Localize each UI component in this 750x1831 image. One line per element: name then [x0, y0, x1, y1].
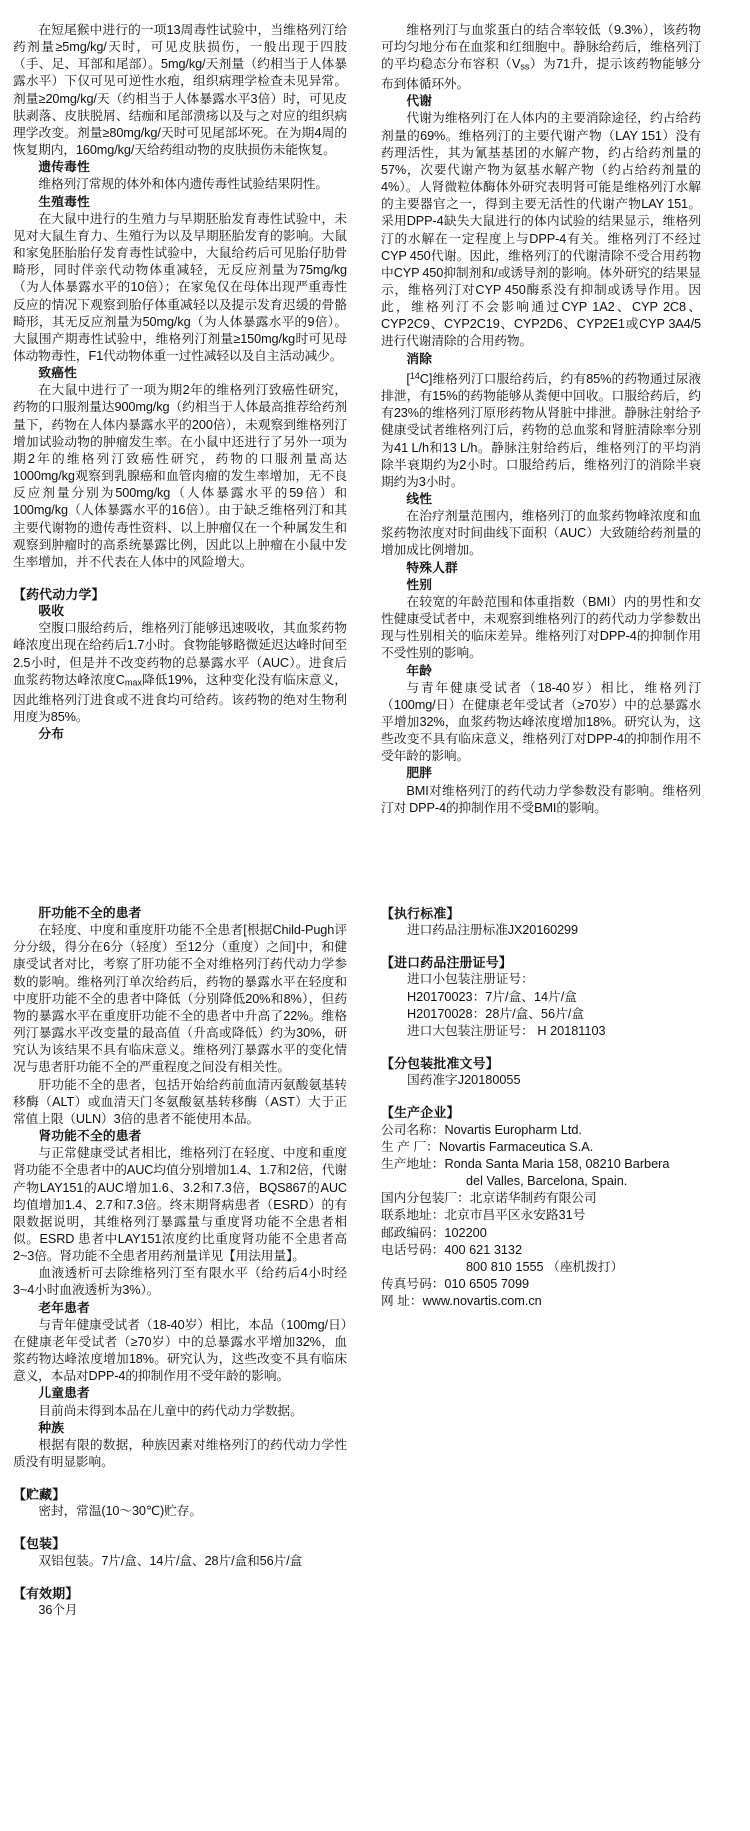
heading-metabolism: 代谢: [406, 94, 433, 109]
paragraph-hepatic-contraindication: 肝功能不全的患者，包括开始给药前血清丙氨酸氨基转移酶（ALT）或血清天门冬氨酸氨基转移酶（AST）大于正常值上限（ULN）3倍的患者不能使用本品。: [13, 1077, 347, 1126]
heading-race: 种族: [38, 1420, 65, 1435]
manufacturer-address-label: 生产地址：: [381, 1156, 445, 1171]
paragraph-pediatric-patients: 目前尚未得到本品在儿童中的药代动力学数据。: [38, 1403, 303, 1418]
paragraph-hepatic-impairment: 在轻度、中度和重度肝功能不全患者[根据Child-Pugh评分分级，得分在6分（轻度）至12分（重度）之间]中，和健康受试者对比，考察了肝功能不全对维格列汀药代动力学参数的影响。维格列汀单次给药后，药物的暴露水平在轻度和中度肝功能不全的患者中降低（分别降低20%和8%），但药物的暴露水平在重度肝功能不全的患者中升高了22%。维格列汀暴露水平改变量的最高值（升高或降低）约为30%，研究认为该结果不具有临床意义。维格列汀暴露水平的变化情况与患者肝功能不全的严重程度之间没有相关性。: [13, 923, 347, 1075]
paragraph-age: 与青年健康受试者（18-40岁）相比，维格列汀（100mg/日）在健康老年受试者（≥70岁）中的总暴露水平增加32%，血浆药物达峰浓度增加18%。研究认为，这些改变不具有临床意义，维格列汀对DPP-4的抑制作用不受年龄的影响。: [381, 680, 701, 764]
paragraph-race: 根据有限的数据，种族因素对维格列汀的药代动力学性质没有明显影响。: [13, 1437, 347, 1469]
page-bottom: [0, 905, 750, 1831]
heading-genotoxicity: 遗传毒性: [38, 160, 90, 175]
section-heading-manufacturer: 【生产企业】: [381, 1105, 460, 1121]
heading-renal-impairment: 肾功能不全的患者: [38, 1129, 142, 1144]
heading-elimination: 消除: [406, 351, 433, 366]
paragraph-renal-impairment: 与正常健康受试者相比，维格列汀在轻度、中度和重度肾功能不全患者中的AUC均值分别增加1.4、1.7和2倍，代谢产物LAY151的AUC增加1.6、3.2和7.3倍，BQS867的AUC均值增加1.4、2.7和7.3倍。终末期肾病患者（ESRD）的有限数据说明，其维格列汀暴露量与重度肾功能不全患者相似。ESRD 患者中LAY151浓度约比重度肾功能不全患者高2~3倍。肾功能不全患者用药剂量详见【用法用量】。: [13, 1146, 347, 1264]
manufacturer-address-row: [381, 1156, 701, 1173]
manufacturer-company-label: 公司名称：: [381, 1122, 445, 1137]
manufacturer-plant-row: [381, 1139, 701, 1156]
value-repack-approval: 国药准字J20180055: [407, 1073, 521, 1088]
page-top-right-column: [357, 22, 701, 817]
paragraph-linearity: 在治疗剂量范围内，维格列汀的血浆药物峰浓度和血浆药物浓度对时间曲线下面积（AUC）大致随给药剂量的增加成比例增加。: [381, 509, 701, 558]
section-heading-pharmacokinetics: 【药代动力学】: [13, 587, 105, 602]
paragraph-shelf-life: 36个月: [38, 1602, 78, 1617]
paragraph-absorption: 空腹口服给药后，维格列汀能够迅速吸收，其血浆药物峰浓度出现在给药后1.7小时。食物能够略微延迟达峰时间至2.5小时，但是并不改变药物的总暴露水平（AUC）。进食后血浆药物达峰浓度$C_{max}$降低19%，这种变化没有临床意义，因此维格列汀进食或不进食均可给药。该药物的绝对生物利用度为85%。: [13, 621, 347, 724]
paragraph-obesity: BMI对维格列汀的药代动力学参数没有影响。维格列汀对 DPP-4的抑制作用不受BMI的影响。: [381, 783, 701, 815]
paragraph-monkey-toxicity: 在短尾猴中进行的一项13周毒性试验中，当维格列汀给药剂量≥5mg/kg/天时，可见皮肤损伤，一般出现于四肢（手、足、耳部和尾部）。5mg/kg/天剂量（约相当于人体暴露水平）下仅可见可逆性水疱，组织病理学检查未见异常。剂量≥20mg/kg/天（约相当于人体暴露水平3倍）时，可见皮肤剥落、皮肤脱屑、结痂和尾部溃疡以及与之对应的组织病理学改变。剂量≥80mg/kg/天时可见尾部坏死。在为期4周的恢复期内，160mg/kg/天给药组动物的皮肤损伤未能恢复。: [13, 23, 347, 158]
heading-carcinogenicity: 致癌性: [38, 366, 78, 381]
heading-reproductive-toxicity: 生殖毒性: [38, 194, 90, 209]
domestic-repacker-line: 国内分包装厂：北京诺华制药有限公司: [381, 1191, 597, 1206]
heading-hepatic-impairment: 肝功能不全的患者: [38, 906, 142, 920]
heading-special-populations: 特殊人群: [406, 560, 458, 575]
fax-line: 传真号码：010 6505 7099: [381, 1276, 530, 1291]
postal-code-line: 邮政编码：102200: [381, 1225, 487, 1240]
page-bottom-right-column: [357, 905, 701, 1310]
paragraph-packaging: 双铝包装。7片/盒、14片/盒、28片/盒和56片/盒: [38, 1553, 303, 1568]
heading-distribution: 分布: [38, 726, 65, 741]
manufacturer-plant-label: 生 产 厂：: [381, 1139, 439, 1154]
heading-linearity: 线性: [406, 491, 433, 506]
contact-address-line: 联系地址：北京市昌平区永安路31号: [381, 1208, 586, 1223]
heading-obesity: 肥胖: [406, 766, 433, 781]
manufacturer-address-continuation: del Valles, Barcelona, Spain.: [466, 1174, 628, 1189]
paragraph-hemodialysis: 血液透析可去除维格列汀至有限水平（给药后4小时经3~4小时血液透析为3%）。: [13, 1266, 347, 1298]
heading-absorption: 吸收: [38, 604, 65, 619]
page-top: [0, 0, 750, 905]
paragraph-genotoxicity: 维格列汀常规的体外和体内遗传毒性试验结果阴性。: [38, 177, 328, 192]
paragraph-elderly-patients: 与青年健康受试者（18-40岁）相比，本品（100mg/日）在健康老年受试者（≥70岁）中的总暴露水平增加32%，血浆药物达峰浓度增加18%。研究认为，这些改变不具有临床意义，本品对DPP-4的抑制作用不受年龄的影响。: [13, 1317, 347, 1384]
paragraph-gender: 在较宽的年龄范围和体重指数（BMI）内的男性和女性健康受试者中，未观察到维格列汀的药代动力学参数出现与性别相关的临床差异。维格列汀对DPP-4的抑制作用不受性别的影响。: [381, 594, 701, 661]
import-license-line: 进口小包装注册证号：: [407, 972, 534, 987]
telephone-continuation-line: 800 810 1555 （座机拨打）: [466, 1259, 624, 1274]
paragraph-distribution: 维格列汀与血浆蛋白的结合率较低（9.3%），该药物可均匀地分布在血浆和红细胞中。静脉给药后，维格列汀的平均稳态分布容积$(V_{ss})$为71升，提示该药物能够分布到体循环外。: [381, 23, 701, 92]
section-heading-storage: 【贮藏】: [13, 1487, 66, 1503]
paragraph-carcinogenicity: 在大鼠中进行了一项为期2年的维格列汀致癌性研究，药物的口服剂量达900mg/kg（约相当于人体最高推荐给药剂量下，药物在人体内暴露水平的200倍），未观察到维格列汀增加试验动物的肿瘤发生率。在小鼠中还进行了另外一项为期2年的维格列汀致癌性研究，药物的口服剂量高达1000mg/kg观察到乳腺癌和血管肉瘤的发生率增加，无不良反应剂量分别为500mg/kg（人体暴露水平的59倍）和100mg/kg（人体暴露水平的16倍）。由于缺乏维格列汀和其主要代谢物的遗传毒性资料、以上肿瘤仅在一个种属发生和观察到肿瘤时的高系统暴露比例，因此以上肿瘤在小鼠中发生率增加，并不代表在人体中的风险增大。: [13, 383, 347, 569]
website-line: 网 址：www.novartis.com.cn: [381, 1294, 542, 1309]
manufacturer-company-value: Novartis Europharm Ltd.: [444, 1122, 582, 1137]
manufacturer-address-value: Ronda Santa Maria 158, 08210 Barbera: [444, 1156, 670, 1171]
paragraph-metabolism: 代谢为维格列汀在人体内的主要消除途径，约占给药剂量的69%。维格列汀的主要代谢产物（LAY 151）没有药理活性，其为氰基基团的水解产物，约占给药剂量的57%，次要代谢产物为氨基水解产物（约占给药剂量的4%）。人肾微粒体酶体外研究表明肾可能是维格列汀水解的主要器官之一，得到主要无活性的代谢产物LAY 151。采用DPP-4缺失大鼠进行的体内试验的结果显示，维格列汀的水解在一定程度上与DPP-4有关。维格列汀不经过CYP 450代谢。因此，维格列汀的代谢清除不受合用药物中CYP 450抑制剂和/或诱导剂的影响。体外研究的结果显示，维格列汀对CYP 450酶系没有抑制或诱导作用。因此，维格列汀不会影响通过CYP 1A2、CYP 2C8、CYP2C9、CYP2C19、CYP2D6、CYP2E1或CYP 3A4/5进行代谢清除的合用药物。: [381, 111, 701, 349]
section-heading-standard: 【执行标准】: [381, 906, 460, 921]
section-heading-shelf-life: 【有效期】: [13, 1585, 79, 1601]
import-license-line: 进口大包装注册证号： H 20181103: [407, 1023, 606, 1038]
telephone-line: 电话号码：400 621 3132: [381, 1242, 523, 1257]
paragraph-storage: 密封，常温(10～30℃)贮存。: [38, 1504, 202, 1519]
heading-gender: 性别: [406, 577, 433, 592]
section-heading-repack-approval: 【分包装批准文号】: [381, 1056, 499, 1072]
heading-age: 年龄: [406, 663, 433, 678]
page-top-left-column: [13, 22, 357, 743]
page-bottom-left-column: [13, 905, 357, 1619]
manufacturer-company-row: [381, 1122, 701, 1139]
heading-pediatric-patients: 儿童患者: [38, 1386, 90, 1401]
value-standard: 进口药品注册标准JX20160299: [407, 923, 578, 938]
manufacturer-plant-value: Novartis Farmaceutica S.A.: [438, 1139, 594, 1154]
paragraph-elimination: [$^{14}$C]维格列汀口服给药后，约有85%的药物通过尿液排泄，有15%的药物能够从粪便中回收。口服给药后，约有23%的维格列汀原形药物从肾脏中排泄。静脉注射给予健康受试者维格列汀后，药物的总血浆和肾脏清除率分别为41 L/h和13 L/h。静脉注射给药后，维格列汀的平均消除半衰期约为2小时。口服给药后，维格列汀的消除半衰期约为3小时。: [381, 370, 701, 489]
heading-elderly-patients: 老年患者: [38, 1300, 90, 1315]
section-heading-packaging: 【包装】: [13, 1536, 66, 1552]
import-license-line: H20170028：28片/盒、56片/盒: [407, 1006, 585, 1021]
section-heading-import-license: 【进口药品注册证号】: [381, 955, 512, 971]
paragraph-reproductive-toxicity: 在大鼠中进行的生殖力与早期胚胎发育毒性试验中，未见对大鼠生育力、生殖行为以及早期胚胎发育的影响。大鼠和家兔胚胎胎仔发育毒性试验中，大鼠给药后可见胎仔肋骨畸形，同时伴亲代动物体重减轻，无反应剂量为75mg/kg（为人体暴露水平的10倍）；在家兔仅在母体出现严重毒性反应的情况下观察到胎仔体重减轻以及提示发育迟缓的骨骼畸形，其无反应剂量为50mg/kg（为人体暴露水平的9倍）。大鼠围产期毒性试验中，维格列汀剂量≥150mg/kg时可见母体动物毒性，F1代动物体重一过性减轻以及自主活动减少。: [13, 211, 347, 363]
import-license-line: H20170023：7片/盒、14片/盒: [407, 989, 577, 1004]
